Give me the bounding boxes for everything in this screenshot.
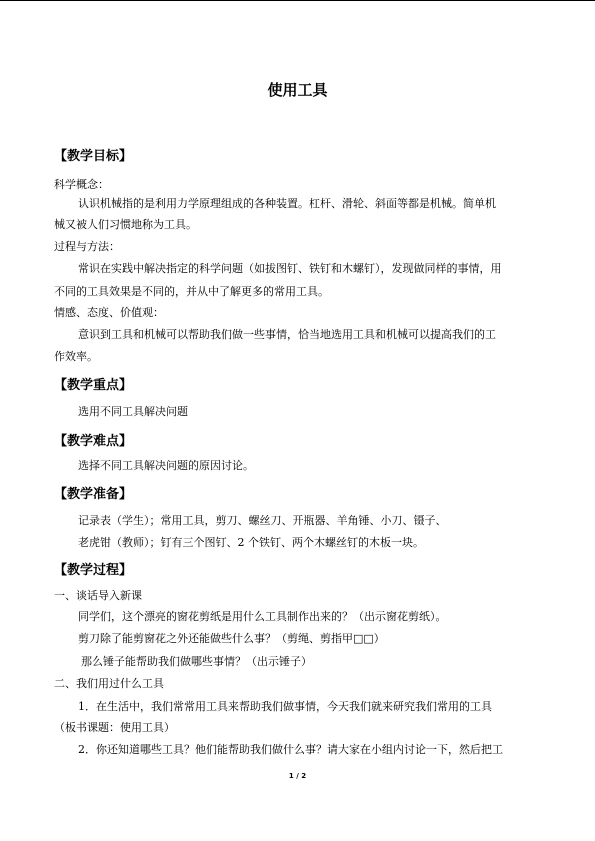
text-key-points: 选用不同工具解决问题 [78,405,188,418]
text-process-part1-line2: 剪刀除了能剪窗花之外还能做些什么事？（剪绳、剪指甲□□） [78,632,385,645]
label-attitude: 情感、态度、价值观： [54,306,164,319]
text-process-part2-line2: （板书课题：使用工具） [54,721,175,734]
heading-teaching-goals: 【教学目标】 [54,149,133,164]
text-process-part1-line1: 同学们，这个漂亮的窗花剪纸是用什么工具制作出来的？（出示窗花剪纸）。 [78,610,447,623]
text-attitude-1: 意识到工具和机械可以帮助我们做一些事情，恰当地选用工具和机械可以提高我们的工 [78,328,496,341]
page-number: 1 / 2 [288,772,307,780]
text-science-concept-1: 认识机械指的是利用力学原理组成的各种装置。杠杆、滑轮、斜面等都是机械。简单机 [78,197,496,210]
text-attitude-2: 作效率。 [54,350,98,363]
text-process-part1-title: 一、谈话导入新课 [54,589,142,602]
heading-teaching-process: 【教学过程】 [54,563,133,578]
heading-preparation: 【教学准备】 [54,487,133,502]
text-process-part2-line1: 1．在生活中，我们常常用工具来帮助我们做事情，今天我们就来研究我们常用的工具 [78,700,492,713]
text-preparation-1: 记录表（学生）；常用工具，剪刀、螺丝刀、开瓶器、羊角锤、小刀、镊子、 [78,514,447,527]
document-title: 使用工具 [267,81,328,99]
text-difficulties: 选择不同工具解决问题的原因讨论。 [78,459,254,472]
text-process-method-2: 不同的工具效果是不同的，并从中了解更多的常用工具。 [54,285,329,298]
text-process-method-1: 常识在实践中解决指定的科学问题（如拔图钉、铁钉和木螺钉），发现做同样的事情，用 [78,262,502,275]
text-process-part1-line3: 那么锤子能帮助我们做哪些事情？（出示锤子） [81,655,312,668]
heading-difficulties: 【教学难点】 [54,434,133,449]
text-science-concept-2: 械又被人们习惯地称为工具。 [54,218,197,231]
label-process-method: 过程与方法： [54,240,120,253]
text-process-part2-line3: 2．你还知道哪些工具？他们能帮助我们做什么事？请大家在小组内讨论一下，然后把工 [78,743,503,756]
text-process-part2-title: 二、我们用过什么工具 [54,677,164,690]
label-science-concept: 科学概念： [54,178,109,191]
heading-key-points: 【教学重点】 [54,378,133,393]
text-preparation-2: 老虎钳（教师）；钉有三个图钉、2 个铁钉、两个木螺丝钉的木板一块。 [78,536,424,549]
